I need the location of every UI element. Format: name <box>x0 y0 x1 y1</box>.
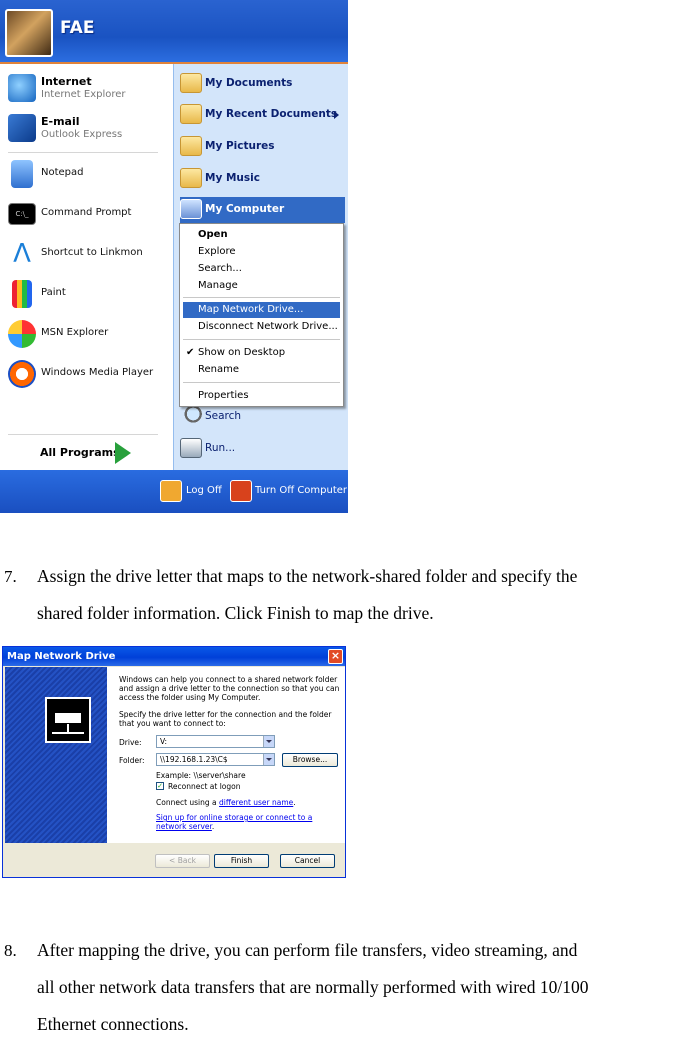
start-item-recent-documents[interactable] <box>180 102 345 128</box>
signup-text <box>156 822 214 831</box>
ctx-map-network-drive[interactable] <box>183 302 340 318</box>
specify-text: Specify the drive letter for the connection and the folder <box>119 710 332 719</box>
step-text-line: After mapping the drive, you can perform file transfers, video streaming, and <box>37 940 578 960</box>
search-icon <box>180 406 202 426</box>
start-item-subtitle: Outlook Express <box>41 129 123 140</box>
user-avatar-icon <box>5 9 53 57</box>
start-item-my-pictures[interactable] <box>180 134 345 160</box>
ctx-show-on-desktop[interactable] <box>183 345 340 361</box>
my-computer-context-menu <box>179 223 344 407</box>
start-item-paint[interactable] <box>6 278 171 314</box>
ctx-label: Disconnect Network Drive... <box>198 321 338 332</box>
specify-text: that you want to connect to: <box>119 719 226 728</box>
item-label: My Pictures <box>205 140 275 152</box>
start-item-my-documents[interactable] <box>180 71 345 97</box>
close-icon[interactable]: × <box>328 649 343 664</box>
separator <box>183 382 340 383</box>
start-menu-screenshot <box>0 0 348 513</box>
intro-text: access the folder using My Computer. <box>119 693 261 702</box>
start-item-internet[interactable] <box>6 72 171 108</box>
signup-text <box>156 813 312 822</box>
connect-prefix: Connect using a <box>156 798 220 807</box>
start-item-title: Command Prompt <box>41 207 132 218</box>
folder-label: Folder: <box>119 756 145 765</box>
item-label: Search <box>205 410 242 422</box>
ctx-label: Rename <box>198 364 240 375</box>
start-item-title: Shortcut to Linkmon <box>41 247 143 258</box>
start-item-title: E-mail <box>41 115 80 128</box>
item-label: My Recent Documents <box>205 108 338 120</box>
ctx-label: Map Network Drive... <box>198 304 304 315</box>
dialog-title: Map Network Drive <box>7 651 116 662</box>
key-icon <box>160 480 182 502</box>
ctx-label: Manage <box>198 280 238 291</box>
intro-text: Windows can help you connect to a shared network folder <box>119 675 338 684</box>
start-menu-left-panel <box>0 64 173 470</box>
item-label: My Computer <box>205 203 285 215</box>
submenu-arrow-icon <box>334 111 339 119</box>
arrow-right-icon <box>115 442 131 464</box>
power-icon <box>230 480 252 502</box>
cancel-button[interactable]: Cancel <box>280 854 335 868</box>
ctx-rename[interactable] <box>183 362 340 378</box>
ctx-label: Explore <box>198 246 236 257</box>
step-number: 8. <box>4 941 17 960</box>
start-item-command-prompt[interactable] <box>6 198 171 234</box>
signup-link[interactable]: Sign up for online storage or connect to a <box>156 813 313 822</box>
start-item-title: Windows Media Player <box>41 367 154 378</box>
signup-suffix: . <box>211 822 215 831</box>
ctx-search[interactable] <box>183 261 340 277</box>
example-text: Example: \\server\share <box>156 771 246 780</box>
back-button[interactable]: < Back <box>155 854 210 868</box>
step-text-line: all other network data transfers that are normally performed with wired 10/100 <box>37 977 589 997</box>
user-name: FAE <box>60 18 95 38</box>
wizard-side-banner <box>5 667 107 843</box>
ctx-explore[interactable] <box>183 244 340 260</box>
linkmon-icon: Λ <box>13 239 31 269</box>
ctx-label: Show on Desktop <box>198 347 286 358</box>
media-player-icon <box>8 360 36 388</box>
ctx-properties[interactable] <box>183 388 340 404</box>
ctx-label: Open <box>198 229 228 240</box>
start-item-msn[interactable] <box>6 318 171 354</box>
start-item-my-computer[interactable] <box>180 197 345 223</box>
turn-off-button[interactable]: Turn Off Computer <box>255 485 348 496</box>
drive-select[interactable] <box>156 735 275 748</box>
start-item-title: MSN Explorer <box>41 327 109 338</box>
paint-icon <box>12 280 32 308</box>
start-item-run[interactable] <box>180 436 345 462</box>
step-text-line: shared folder information. Click Finish to map the drive. <box>37 603 434 623</box>
command-prompt-icon: C:\_ <box>8 203 36 225</box>
start-item-search[interactable] <box>180 404 345 430</box>
item-label: Run... <box>205 442 236 454</box>
log-off-button[interactable]: Log Off <box>186 485 222 496</box>
ctx-label: Properties <box>198 390 249 401</box>
start-item-title: Paint <box>41 287 66 298</box>
run-icon <box>180 438 202 458</box>
start-item-media-player[interactable] <box>6 358 171 394</box>
step-text-line: Ethernet connections. <box>37 1014 189 1034</box>
recent-documents-icon <box>180 104 202 124</box>
separator <box>8 152 158 153</box>
item-label: My Music <box>205 172 260 184</box>
separator <box>8 434 158 435</box>
ctx-disconnect-network-drive[interactable] <box>183 319 340 335</box>
map-network-drive-dialog <box>2 646 346 878</box>
folder-icon <box>180 73 202 93</box>
step-number: 7. <box>4 567 17 586</box>
start-item-notepad[interactable] <box>6 158 171 194</box>
internet-explorer-icon <box>8 74 36 102</box>
separator <box>183 339 340 340</box>
signup-link[interactable]: network server <box>156 822 212 831</box>
start-item-title: Notepad <box>41 167 84 178</box>
drive-label: Drive: <box>119 738 142 747</box>
start-item-linkmon[interactable] <box>6 238 171 274</box>
ctx-open[interactable] <box>183 227 340 243</box>
finish-button[interactable]: Finish <box>214 854 269 868</box>
wizard-content <box>107 667 345 843</box>
separator <box>183 297 340 298</box>
folder-icon <box>180 136 202 156</box>
notepad-icon <box>11 160 33 188</box>
folder-input[interactable] <box>156 753 275 766</box>
connect-using-text <box>156 798 296 807</box>
intro-text: and assign a drive letter to the connection so that you can <box>119 684 340 693</box>
browse-button[interactable]: Browse... <box>282 753 338 767</box>
msn-icon <box>8 320 36 348</box>
different-user-link[interactable]: different user name <box>219 798 294 807</box>
ctx-label: Search... <box>198 263 242 274</box>
outlook-express-icon <box>8 114 36 142</box>
connect-suffix: . <box>293 798 296 807</box>
checkmark-icon: ✔ <box>186 347 195 358</box>
reconnect-checkbox[interactable]: ✓ <box>157 782 163 790</box>
network-drive-icon <box>45 697 91 743</box>
reconnect-label: Reconnect at logon <box>168 782 241 791</box>
computer-icon <box>180 199 202 219</box>
item-label: My Documents <box>205 77 293 89</box>
ctx-manage[interactable] <box>183 278 340 294</box>
start-item-title: Internet <box>41 75 92 88</box>
folder-value: \\192.168.1.23\C$ <box>160 755 228 764</box>
start-item-email[interactable] <box>6 112 171 148</box>
start-item-my-music[interactable] <box>180 166 345 192</box>
start-item-subtitle: Internet Explorer <box>41 89 126 100</box>
step-text-line: Assign the drive letter that maps to the network-shared folder and specify the <box>37 566 578 586</box>
folder-icon <box>180 168 202 188</box>
chevron-down-icon[interactable] <box>263 736 274 747</box>
drive-value: V: <box>160 737 168 746</box>
all-programs-label[interactable]: All Programs <box>40 446 120 459</box>
chevron-down-icon[interactable] <box>263 754 274 765</box>
